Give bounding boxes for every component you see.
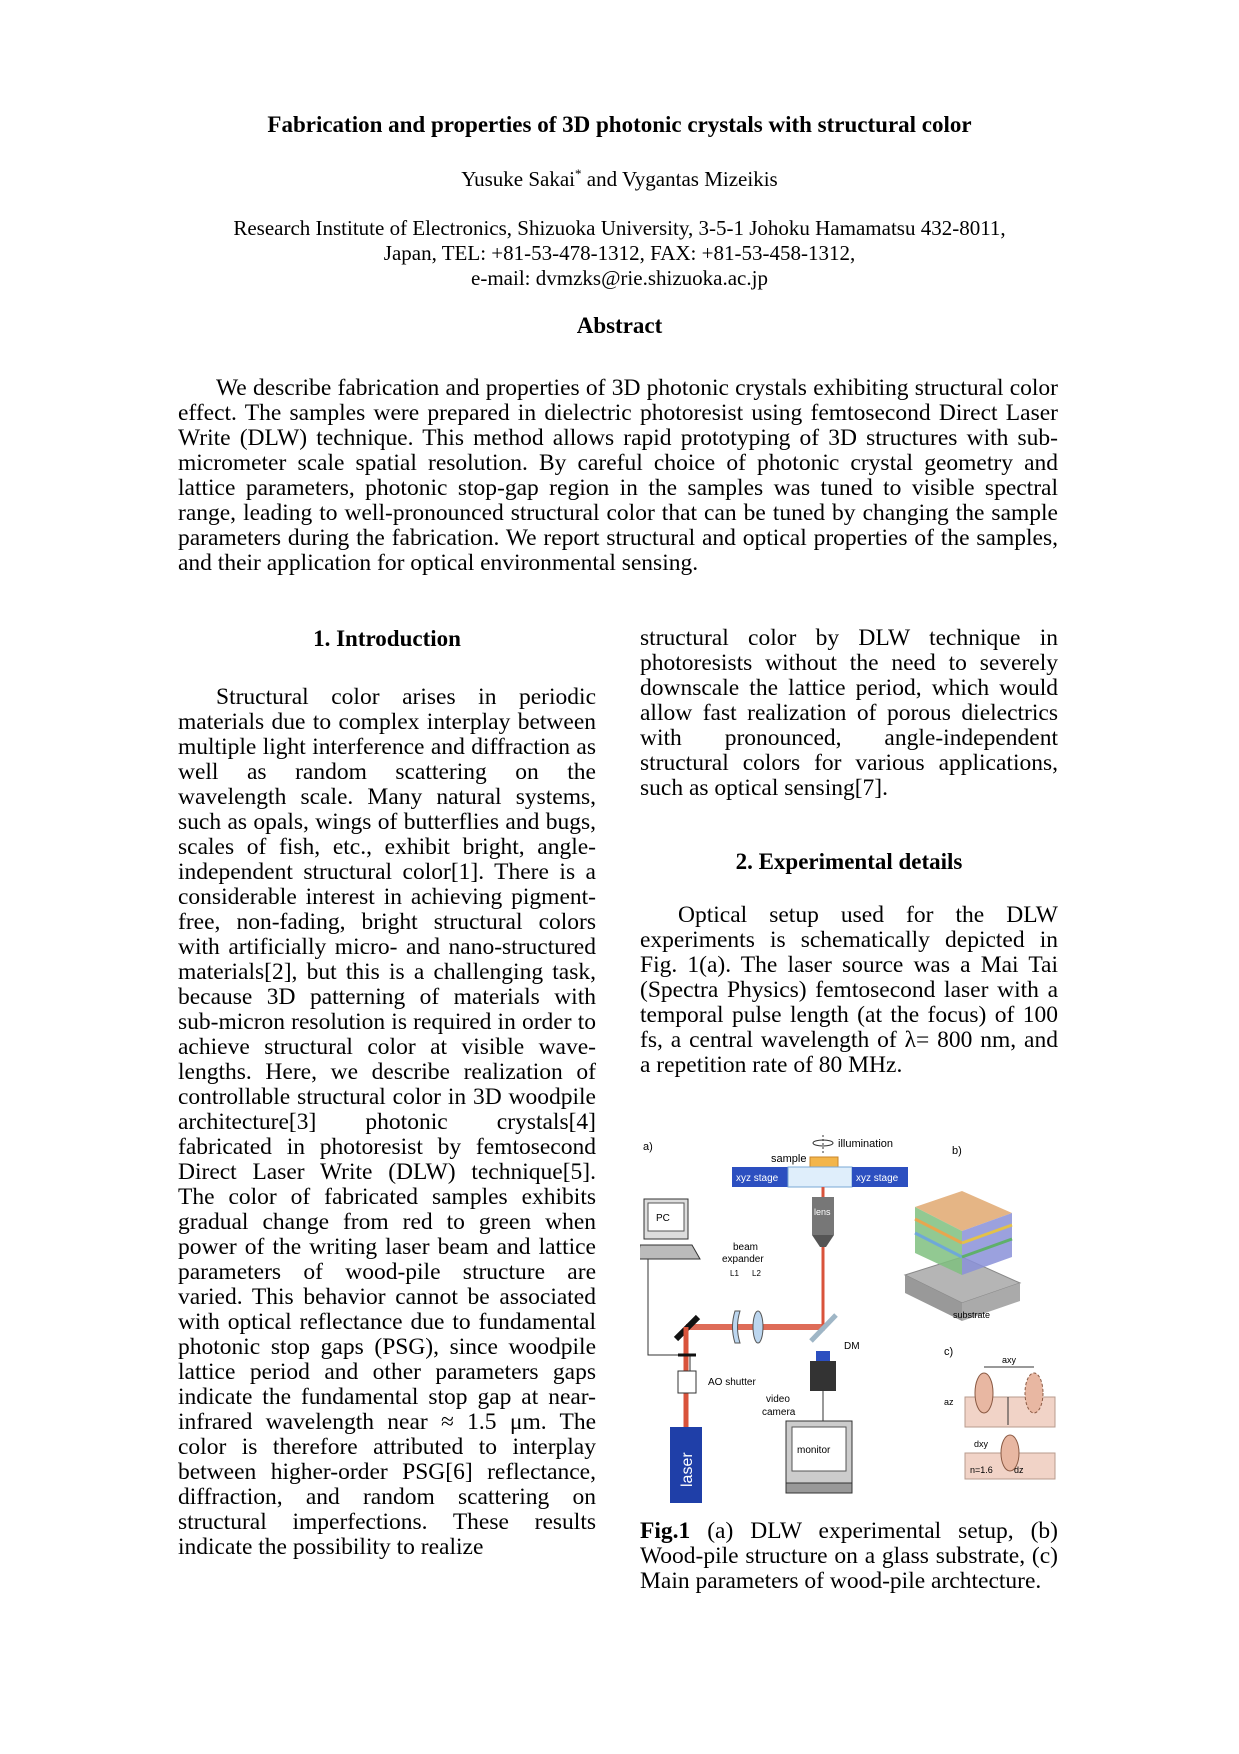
lens-l2 <box>753 1311 763 1343</box>
rod-cross-section <box>975 1373 993 1413</box>
section-heading-experimental: 2. Experimental details <box>735 849 963 874</box>
abstract-heading: Abstract <box>576 313 663 338</box>
rod-cross-section <box>1025 1373 1043 1413</box>
section-heading-introduction: 1. Introduction <box>313 626 461 651</box>
glass-slide <box>788 1167 852 1187</box>
corresponding-mark: * <box>575 166 582 181</box>
panel-b-label: b) <box>952 1145 962 1157</box>
author-line <box>0 166 1239 192</box>
paper-title: Fabrication and properties of 3D photonic crystals with structural color <box>267 112 972 137</box>
expander-label: expander <box>722 1254 764 1265</box>
author-1: Yusuke Sakai <box>461 167 576 191</box>
axy-label: axy <box>1002 1355 1017 1365</box>
ao-shutter <box>678 1371 696 1393</box>
laser-label: laser <box>679 1452 696 1487</box>
figure-1-label: Fig.1 <box>640 1518 691 1544</box>
sample-block <box>810 1157 838 1167</box>
panel-a-label: a) <box>643 1141 653 1153</box>
affiliation-line-2: Japan, TEL: +81-53-478-1312, FAX: +81-53-458-1312, <box>383 241 856 265</box>
az-label: az <box>944 1397 954 1407</box>
dz-label: dz <box>1014 1465 1024 1475</box>
camera-label: camera <box>762 1407 796 1418</box>
affiliation-line-1: Research Institute of Electronics, Shizuoka University, 3-5-1 Johoku Hamamatsu 432-8011, <box>233 216 1006 240</box>
lens-label: lens <box>814 1207 831 1217</box>
abstract-text: We describe fabrication and properties of 3D photonic crystals exhibiting structural color effect. The samples were prepared in dielectric photoresist using femtosecond Direct Laser Write (DLW) technique. This method allows rapid prototyping of 3D structures with sub-micrometer scale spatial resolution. By careful choice of photonic crystal geometry and lattice parameters, photonic stop-gap region in the samples was tuned to visible spectral range, leading to well-pronounced structural color that can be tuned by changing the sample parameters during the fabrication. We report structural and optical properties of the samples, and their application for optical environmental sensing. <box>178 375 1058 576</box>
pc-keyboard <box>640 1245 700 1259</box>
ao-shutter-label: AO shutter <box>708 1377 756 1388</box>
xyz-stage-right-label: xyz stage <box>856 1173 899 1184</box>
dxy-label: dxy <box>974 1439 989 1449</box>
monitor-base <box>786 1483 852 1493</box>
sample-label: sample <box>771 1153 807 1165</box>
objective-lens-tip <box>812 1235 834 1247</box>
xyz-stage-left-label: xyz stage <box>736 1173 779 1184</box>
beam-label: beam <box>733 1242 759 1253</box>
video-label: video <box>766 1394 790 1405</box>
monitor-label: monitor <box>797 1445 831 1456</box>
substrate-label: substrate <box>953 1310 991 1320</box>
camera-lens <box>816 1351 830 1361</box>
figure-1-caption-text: (a) DLW experimental setup, (b) Wood-pile structure on a glass substrate, (c) Main parameters of wood-pile archtecture. <box>640 1518 1058 1594</box>
introduction-text-right: structural color by DLW technique in photoresists without the need to severely downscale the lattice period, which would allow fast realization of porous dielectrics with pronounced, angle-independent structural colors for various applications, such as optical sensing[7]. <box>640 625 1058 801</box>
affiliation-email: e-mail: dvmzks@rie.shizuoka.ac.jp <box>471 266 768 290</box>
l1-label: L1 <box>730 1269 739 1278</box>
figure-1-setup-diagram <box>640 1135 1060 1505</box>
panel-c-label: c) <box>944 1346 954 1358</box>
figure-1-caption <box>640 1519 1058 1594</box>
refractive-index-label: n=1.6 <box>970 1465 993 1475</box>
pc-label: PC <box>656 1213 670 1224</box>
author-2: and Vygantas Mizeikis <box>581 167 778 191</box>
introduction-text-left: Structural color arises in periodic materials due to complex interplay between multiple light interference and diffraction as well as random scattering on the wavelength scale. Many natural systems, such as opals, wings of butterflies and bugs, scales of fish, etc., exhibit bright, angle-independent structural color[1]. There is a considerable interest in achieving pigment-free, non-fading, bright structural colors with artificially micro- and nano-structured materials[2], but this is a challenging task, because 3D patterning of materials with sub-micron resolution is required in order to achieve structural color at visible wave-lengths. Here, we describe realization of controllable structural color in 3D woodpile architecture[3] photonic crystals[4] fabricated in photoresist by femtosecond Direct Laser Write (DLW) technique[5]. The color of fabricated samples exhibits gradual change from red to green when power of the writing laser beam and lattice parameters of wood-pile structure are varied. This behavior cannot be associated with optical reflectance due to fundamental photonic stop gaps (PSG), since woodpile lattice period and other parameters gaps indicate the fundamental stop gap at near-infrared wavelength near ≈ 1.5 μm. The color is therefore attributed to interplay between higher-order PSG[6] reflectance, diffraction, and random scattering on structural imperfections. These results indicate the possibility to realize <box>178 684 596 1560</box>
video-camera <box>810 1361 836 1391</box>
experimental-text: Optical setup used for the DLW experiments is schematically depicted in Fig. 1(a). The laser source was a Mai Tai (Spectra Physics) femtosecond laser with a temporal pulse length (at the focus) of 100 fs, a central wavelength of λ= 800 nm, and a repetition rate of 80 MHz. <box>640 902 1058 1078</box>
l2-label: L2 <box>752 1269 761 1278</box>
illumination-label: illumination <box>838 1138 894 1150</box>
dm-label: DM <box>844 1341 860 1352</box>
affiliation <box>0 216 1239 291</box>
